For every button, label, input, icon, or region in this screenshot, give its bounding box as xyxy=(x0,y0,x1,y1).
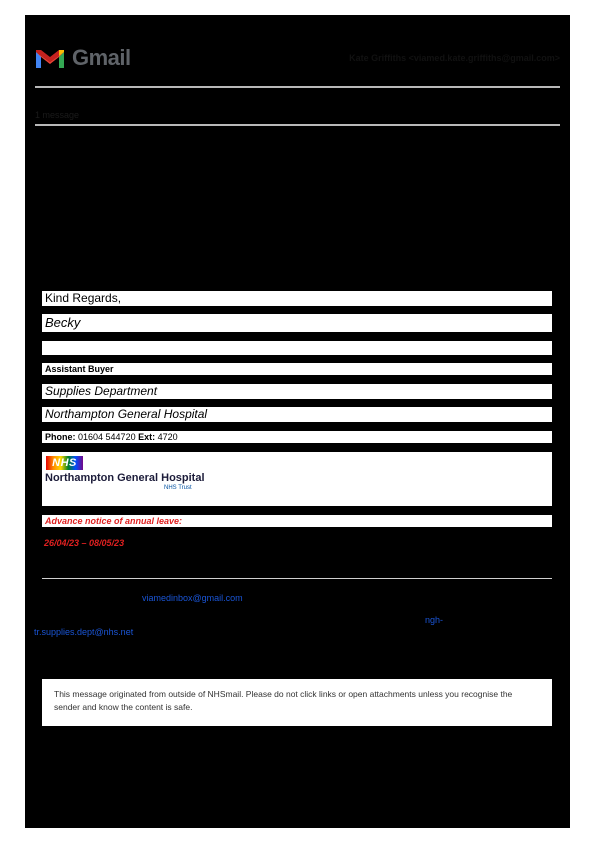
leave-heading: Advance notice of annual leave: xyxy=(42,515,552,527)
thread-divider xyxy=(35,124,560,126)
signature-spacer xyxy=(42,341,552,355)
logo-trust-name: NHS Trust xyxy=(164,485,192,491)
gmail-wordmark: Gmail xyxy=(72,45,131,70)
header-divider xyxy=(35,86,560,88)
signature-department: Supplies Department xyxy=(42,384,552,399)
email-link-supplies-part1[interactable]: ngh- xyxy=(425,615,444,625)
hospital-logo xyxy=(42,452,552,506)
nhs-badge: NHS xyxy=(46,456,83,470)
logo-hospital-name: Northampton General Hospital xyxy=(45,472,205,484)
content-divider xyxy=(42,578,552,579)
phone-label: Phone: xyxy=(45,432,76,442)
signature-closing: Kind Regards, xyxy=(42,291,552,306)
email-link-viamed[interactable]: viamedinbox@gmail.com xyxy=(142,593,243,603)
signature-hospital: Northampton General Hospital xyxy=(42,407,552,422)
signature-phone xyxy=(42,431,552,443)
signature-name: Becky xyxy=(42,314,552,332)
email-page xyxy=(25,15,570,828)
signature-title: Assistant Buyer xyxy=(42,363,552,375)
email-link-supplies-part2[interactable]: tr.supplies.dept@nhs.net xyxy=(34,627,134,637)
ext-number: 4720 xyxy=(157,432,178,442)
sender-address: Kate Griffiths <viamed.kate.griffiths@gmail.com> xyxy=(349,53,560,63)
external-sender-warning: This message originated from outside of NHSmail. Please do not click links or open attachments unless you recognise the sender and know the content is safe. xyxy=(42,679,552,726)
ext-label: Ext: xyxy=(138,432,156,442)
gmail-logo-icon xyxy=(34,46,66,70)
phone-number: 01604 544720 xyxy=(78,432,136,442)
leave-dates: 26/04/23 – 08/05/23 xyxy=(44,538,125,548)
message-count: 1 message xyxy=(35,110,80,120)
